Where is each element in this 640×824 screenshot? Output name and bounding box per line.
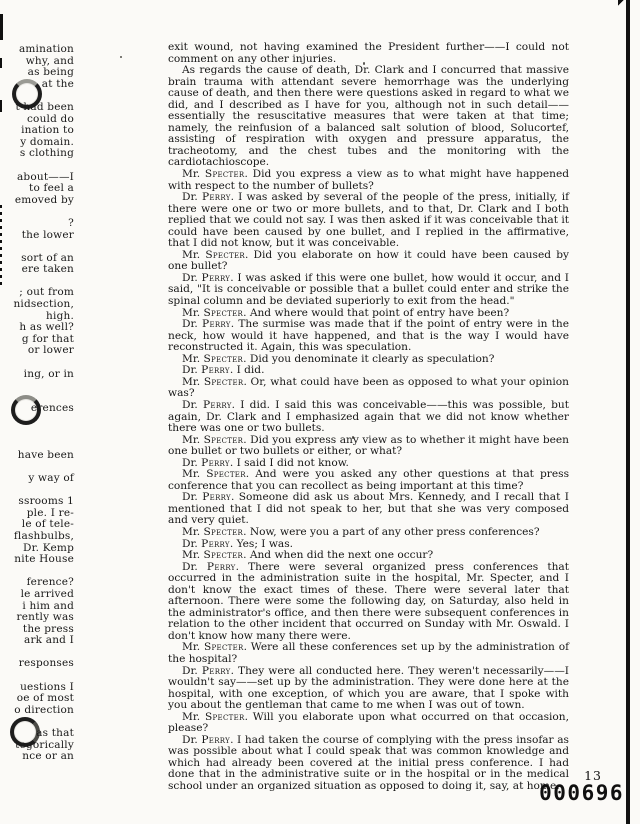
margin-text-fragment: ing, or in bbox=[23, 367, 74, 380]
margin-text-fragment: about——I bbox=[16, 170, 74, 183]
speaker-name: Mr. Specter. bbox=[182, 352, 247, 365]
page-footer bbox=[539, 768, 624, 805]
transcript-body bbox=[168, 42, 569, 793]
margin-gap bbox=[6, 670, 74, 682]
speaker-name: Dr. Perry. bbox=[182, 318, 235, 331]
speaker-name: Mr. Specter. bbox=[182, 468, 250, 481]
margin-text-fragment: could do bbox=[26, 112, 74, 125]
margin-gap bbox=[6, 206, 74, 218]
qa-paragraph: Mr. Specter. Or, what could have been as opposed to what your opinion was? bbox=[168, 375, 570, 400]
margin-text-fragment: oe of most bbox=[16, 692, 74, 705]
speaker-name: Mr. Specter. bbox=[182, 168, 248, 181]
qa-paragraph: Dr. Perry. I had taken the course of complying with the press insofar as was possible about what I could speak that was common knowledge and which had already been covered at the initial press conference. I had done that in the administrative suite or in the hospital or in the medical school under an organized situation as opposed to doing it, say, at home. bbox=[168, 733, 569, 792]
page-number: 13 bbox=[584, 768, 602, 783]
speaker-name: Mr. Specter. bbox=[182, 375, 247, 388]
qa-paragraph: Mr. Specter. Did you express a view as to what might have happened with respect to the number of bullets? bbox=[168, 168, 569, 192]
qa-paragraph: Dr. Perry. There were several organized press conferences that occurred in the administration suite in the hospital, Mr. Specter, and I don't know the exact times of these. There were several later that afternoon. There were some the following day, on Saturday, also held in the administrator's office, and then there were subsequent conferences in relation to the other incident that occurred on Sunday with Mr. Oswald. I don't know how many there were. bbox=[168, 560, 569, 642]
speaker-name: Mr. Specter. bbox=[182, 710, 248, 723]
margin-text-fragment: rently was bbox=[16, 611, 74, 624]
margin-text-fragment: le of tele- bbox=[21, 518, 74, 531]
margin-text-fragment: emoved by bbox=[14, 193, 74, 206]
margin-text-fragment: why, and bbox=[25, 54, 74, 67]
margin-text-fragment: y way of bbox=[28, 471, 74, 484]
margin-text-fragment: have been bbox=[17, 448, 74, 461]
speaker-name: Dr. Perry. bbox=[182, 537, 234, 550]
margin-gap bbox=[6, 427, 74, 439]
binding-mark bbox=[0, 205, 2, 287]
margin-text-fragment: s clothing bbox=[19, 147, 74, 160]
speaker-name: Mr. Specter. bbox=[182, 525, 247, 538]
margin-text-fragment: nce or an bbox=[22, 750, 74, 763]
speaker-name: Dr. Perry. bbox=[182, 364, 234, 377]
margin-gap bbox=[6, 241, 74, 253]
margin-text-fragment: erences bbox=[30, 402, 74, 415]
margin-text-fragment: ference? bbox=[26, 576, 74, 589]
scan-edge-line bbox=[626, 0, 630, 824]
margin-text-fragment: i him and bbox=[22, 599, 74, 612]
margin-text-fragment: as that bbox=[36, 727, 74, 740]
margin-text-fragment: flashbulbs, bbox=[13, 529, 74, 542]
speaker-name: Dr. Perry. bbox=[182, 398, 236, 411]
margin-text-fragment: ssrooms 1 bbox=[18, 495, 74, 508]
margin-text-fragment: ark and I bbox=[23, 634, 74, 647]
qa-paragraph: Mr. Specter. Did you express any view as to whether it might have been one bullet or two bullets or either, or what? bbox=[168, 433, 569, 458]
margin-text-fragment: the lower bbox=[21, 228, 74, 241]
margin-text-fragment: nidsection, bbox=[13, 298, 74, 311]
margin-text-fragment: the press bbox=[22, 622, 74, 635]
binding-mark bbox=[0, 14, 3, 40]
qa-paragraph: Mr. Specter. And were you asked any other questions at that press conference that you can recollect as being important at this time? bbox=[168, 468, 570, 492]
left-margin-column bbox=[6, 44, 74, 763]
margin-gap bbox=[6, 380, 74, 392]
speaker-name: Mr. Specter. bbox=[182, 306, 247, 319]
speaker-name: Dr. Perry. bbox=[182, 733, 234, 746]
speaker-name: Mr. Specter. bbox=[182, 549, 247, 562]
margin-text-fragment: as being bbox=[27, 66, 74, 79]
narrative-paragraph: exit wound, not having examined the President further——I could not comment on any other injuries. bbox=[168, 41, 569, 65]
speaker-name: Mr. Specter. bbox=[182, 641, 247, 654]
margin-text-fragment: ; out from bbox=[19, 286, 74, 299]
speaker-name: Dr. Perry. bbox=[182, 271, 234, 284]
margin-text-fragment: g for that bbox=[21, 332, 74, 345]
margin-gap bbox=[6, 415, 74, 427]
speaker-name: Dr. Perry. bbox=[182, 560, 239, 573]
qa-paragraph: Mr. Specter. Did you elaborate on how it could have been caused by one bullet? bbox=[168, 248, 569, 273]
qa-paragraph: Mr. Specter. Now, were you a part of any other press conferences? bbox=[182, 525, 540, 538]
speaker-name: Mr. Specter. bbox=[182, 248, 249, 261]
margin-gap bbox=[6, 160, 74, 172]
margin-text-fragment: at the bbox=[41, 77, 74, 90]
margin-text-fragment: sort of an bbox=[21, 251, 74, 264]
qa-paragraph: Dr. Perry. I was asked by several of the people of the press, initially, if there were one or two or more bullets, and to that, Dr. Clark and I both replied that we could not say. I was then asked if it was conceivable that it could have been caused by one bullet, and I replied in the affirmative, that I did not know, but it was conceivable. bbox=[168, 191, 569, 250]
margin-text-fragment: o direction bbox=[14, 703, 74, 716]
qa-paragraph: Mr. Specter. And where would that point of entry have been? bbox=[182, 306, 510, 319]
margin-text-fragment: responses bbox=[18, 657, 74, 670]
margin-gap bbox=[6, 357, 74, 369]
qa-paragraph: Mr. Specter. Will you elaborate upon what occurred on that occasion, please? bbox=[168, 710, 569, 735]
margin-text-fragment: Dr. Kemp bbox=[22, 541, 74, 554]
margin-text-fragment: to feel a bbox=[29, 182, 74, 195]
margin-text-fragment: high. bbox=[46, 309, 74, 322]
margin-text-fragment: t had been bbox=[15, 100, 74, 113]
qa-paragraph: Dr. Perry. The surmise was made that if the point of entry were in the neck, how would it have happened, and that is the way I would have reconstructed it. Again, this was speculation. bbox=[168, 318, 569, 354]
margin-text-fragment: nite House bbox=[14, 553, 74, 566]
margin-text-fragment: ination to bbox=[21, 124, 74, 137]
qa-paragraph: Dr. Perry. I did. I said this was conceivable——this was possible, but again, Dr. Clark and I emphasized again that we did not know whether there was one or two bullets. bbox=[168, 398, 569, 435]
margin-text-fragment: ere taken bbox=[21, 263, 74, 276]
margin-text-fragment: y domain. bbox=[20, 135, 74, 148]
binding-mark bbox=[0, 58, 2, 68]
margin-text-fragment: tegorically bbox=[15, 738, 74, 751]
margin-text-fragment: ple. I re- bbox=[26, 506, 74, 519]
qa-paragraph: Dr. Perry. Someone did ask us about Mrs. Kennedy, and I recall that I mentioned that I did not speak to her, but that she was very composed and very quiet. bbox=[168, 491, 569, 527]
scan-speckle bbox=[120, 56, 122, 58]
speaker-name: Dr. Perry. bbox=[182, 191, 234, 204]
qa-paragraph: Mr. Specter. Were all these conferences set up by the administration of the hospital? bbox=[168, 641, 569, 665]
speaker-name: Mr. Specter. bbox=[182, 433, 247, 446]
margin-text-fragment: h as well? bbox=[19, 321, 74, 334]
qa-paragraph: Dr. Perry. I said I did not know. bbox=[182, 456, 349, 469]
qa-paragraph: Dr. Perry. I was asked if this were one bullet, how would it occur, and I said, "It is conceivable or possible that a bullet could enter and strike the spinal column and be deviated superiorly to exit from the head." bbox=[168, 271, 569, 308]
stamp-number: 000696 bbox=[539, 781, 624, 805]
speaker-name: Dr. Perry. bbox=[182, 491, 235, 504]
qa-paragraph: Dr. Perry. They were all conducted here. They weren't necessarily——I wouldn't say——set up by the administration. They were done here at the hospital, with one exception, of which you are aware, that I spoke with you about the gentleman that came to me when I was out of town. bbox=[168, 664, 569, 712]
margin-text-fragment: or lower bbox=[27, 344, 74, 357]
speaker-name: Dr. Perry. bbox=[182, 456, 234, 469]
margin-text-fragment: uestions I bbox=[20, 680, 74, 693]
binding-mark bbox=[0, 100, 2, 112]
qa-paragraph: Dr. Perry. I did. bbox=[182, 364, 265, 377]
qa-paragraph: Mr. Specter. And when did the next one occur? bbox=[182, 549, 434, 562]
qa-paragraph: Mr. Specter. Did you denominate it clearly as speculation? bbox=[182, 352, 495, 365]
margin-text-fragment: le arrived bbox=[20, 587, 74, 600]
qa-paragraph: Dr. Perry. Yes; I was. bbox=[182, 537, 294, 550]
narrative-paragraph: As regards the cause of death, Dr. Clark and I concurred that massive brain trauma with attendant severe hemorrhage was the underlying cause of death, and then there were questions asked in regard to what we did, and I described as I have for you, although not in such detail——essentially the resuscitative measures that were taken at that time; namely, the reinfusion of a balanced salt solution of blood, Solucortef, assisting of respiration with oxygen and pressure apparatus, the tracheotomy, and the chest tubes and the monitoring with the cardiotachioscope. bbox=[168, 64, 569, 169]
margin-text-fragment: ? bbox=[68, 216, 74, 229]
margin-text-fragment: amination bbox=[18, 43, 74, 55]
speaker-name: Dr. Perry. bbox=[182, 664, 234, 677]
